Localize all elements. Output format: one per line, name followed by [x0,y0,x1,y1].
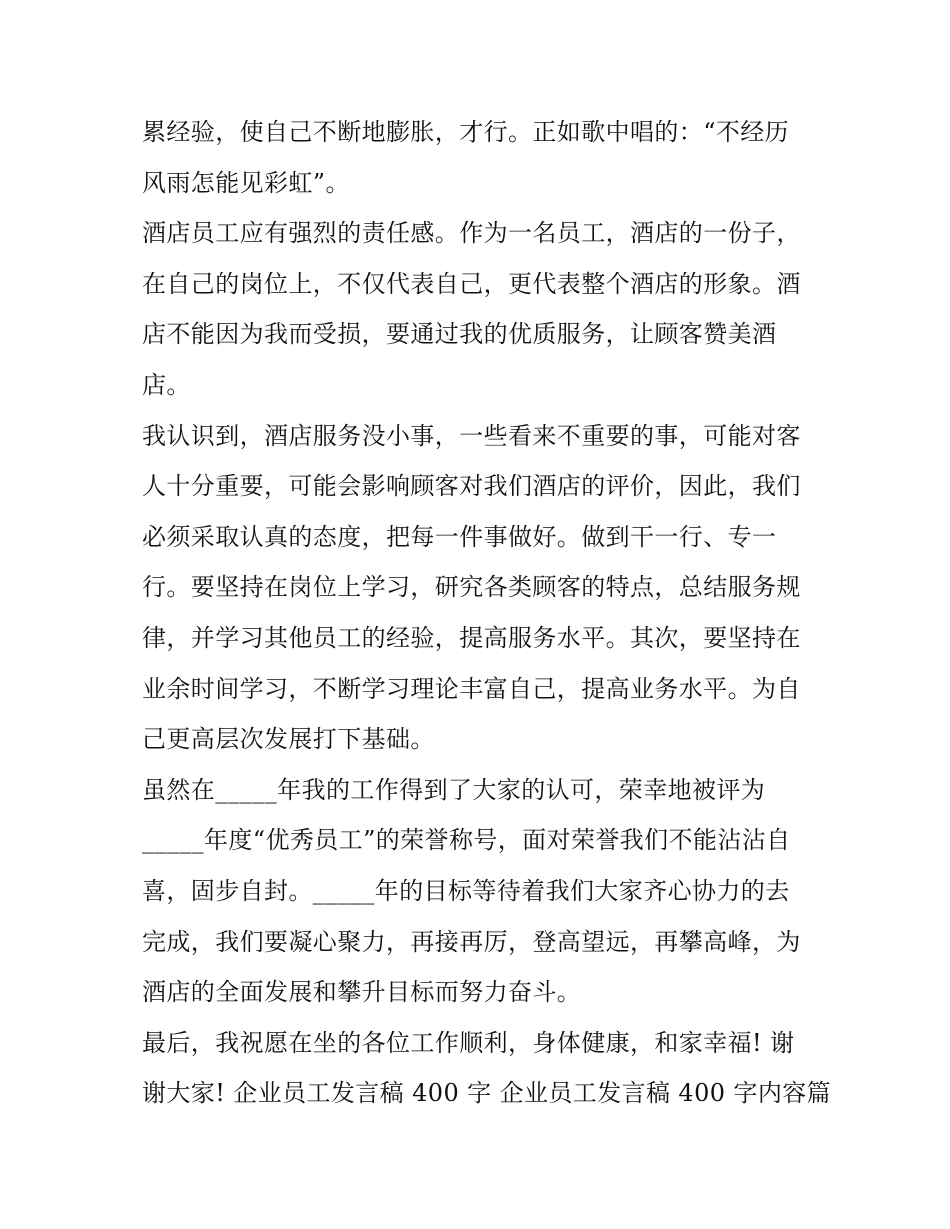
text-line: 必须采取认真的态度，把每一件事做好。做到干一行、专一 [142,522,777,551]
text-line: 虽然在_____年我的工作得到了大家的认可，荣幸地被评为 [142,775,766,804]
text-line: 律，并学习其他员工的经验，提高服务水平。其次，要坚持在 [142,623,801,652]
text-line: 累经验，使自己不断地膨胀，才行。正如歌中唱的：“不经历 [142,118,790,146]
text-line: 酒店员工应有强烈的责任感。作为一名员工，酒店的一份子， [142,219,801,248]
text-line: 在自己的岗位上，不仅代表自己，更代表整个酒店的形象。酒 [142,269,801,298]
text-line: 喜，固步自封。_____年的目标等待着我们大家齐心协力的去 [142,876,790,905]
text-line: 人十分重要，可能会影响顾客对我们酒店的评价，因此，我们 [142,472,801,501]
text-line: 己更高层次发展打下基础。 [142,725,435,754]
text-line: 酒店的全面发展和攀升目标而努力奋斗。 [142,978,582,1007]
text-line: 店。 [142,370,191,399]
text-line: 我认识到，酒店服务没小事，一些看来不重要的事，可能对客 [142,421,801,450]
text-line: 风雨怎能见彩虹”。 [142,168,350,197]
text-line: 业余时间学习，不断学习理论丰富自己，提高业务水平。为自 [142,674,801,703]
text-line: 行。要坚持在岗位上学习，研究各类顾客的特点，总结服务规 [142,573,801,602]
text-line: 最后，我祝愿在坐的各位工作顺利，身体健康，和家幸福! 谢 [142,1028,795,1057]
text-line: _____年度“优秀员工”的荣誉称号，面对荣誉我们不能沾沾自 [142,826,791,855]
text-line: 店不能因为我而受损，要通过我的优质服务，让顾客赞美酒 [142,320,777,349]
document-page [142,107,832,1119]
text-line: 谢大家! 企业员工发言稿 400 字 企业员工发言稿 400 字内容篇 [142,1079,832,1108]
text-line: 完成，我们要凝心聚力，再接再厉，登高望远，再攀高峰，为 [142,927,801,956]
